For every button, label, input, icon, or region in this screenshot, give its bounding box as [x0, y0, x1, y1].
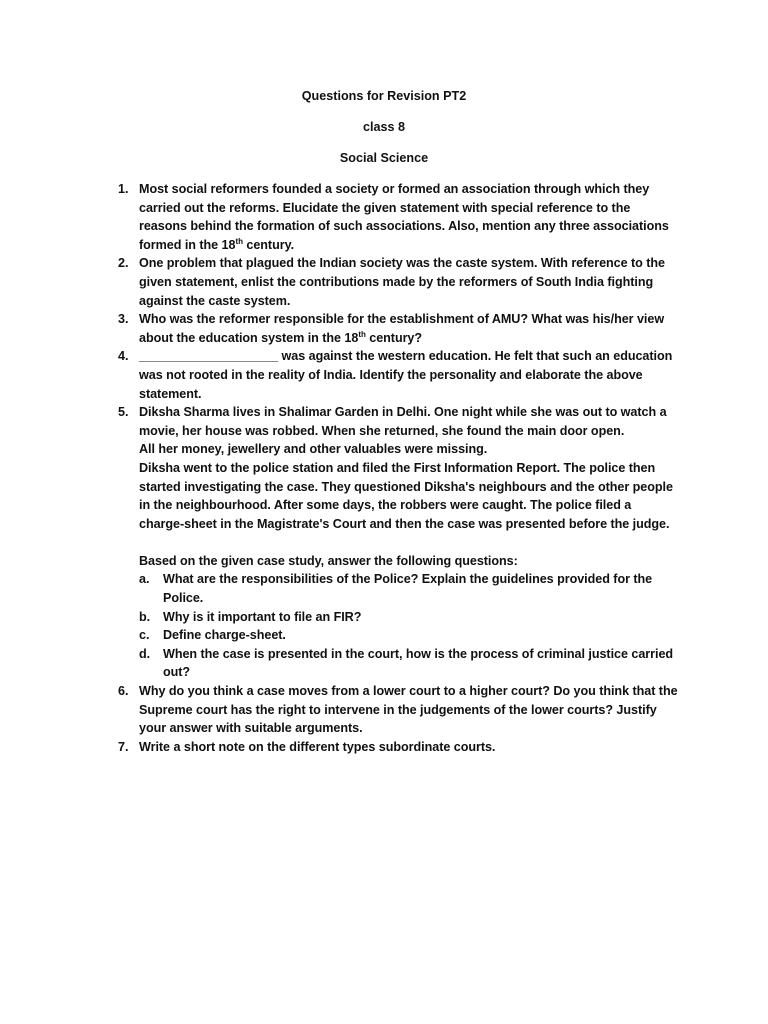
case-study-paragraph-2: All her money, jewellery and other valuables were missing.	[139, 442, 488, 457]
blank-line	[139, 533, 678, 552]
sub-question-letter: c.	[139, 628, 150, 643]
sub-question-text: Define charge-sheet.	[163, 628, 286, 643]
question-text: Write a short note on the different types subordinate courts.	[139, 739, 496, 754]
question-text: Who was the reformer responsible for the establishment of AMU? What was his/her view about the education system in the 18th century?	[139, 312, 665, 345]
question-number: 5.	[118, 405, 129, 420]
sub-question-a	[139, 570, 678, 607]
question-3	[118, 310, 678, 347]
question-text: One problem that plagued the Indian society was the caste system. With reference to the given statement, enlist the contributions made by the reformers of South India fighting against the caste system.	[139, 256, 666, 308]
question-text: Why do you think a case moves from a lower court to a higher court? Do you think that the Supreme court has the right to intervene in the judgements of the lower courts? Justify your answer with suitable arguments.	[139, 684, 678, 736]
case-study-prompt: Based on the given case study, answer the following questions:	[139, 553, 518, 568]
question-2	[118, 254, 678, 310]
sub-question-text: What are the responsibilities of the Police? Explain the guidelines provided for the Police.	[163, 572, 653, 606]
sub-question-text: Why is it important to file an FIR?	[163, 609, 362, 624]
question-list	[118, 180, 678, 756]
sub-question-letter: b.	[139, 609, 151, 624]
question-4	[118, 347, 678, 403]
question-number: 4.	[118, 349, 129, 364]
question-text: Most social reformers founded a society or formed an association through which they carried out the reforms. Elucidate the given statement with special reference to the reasons behind the formation of such associations. Also, mention any three associations formed in the 18th century.	[139, 182, 669, 252]
sub-question-text: When the case is presented in the court, how is the process of criminal justice carried out?	[163, 646, 674, 680]
case-study-paragraph-1: Diksha Sharma lives in Shalimar Garden in Delhi. One night while she was out to watch a movie, her house was robbed. When she returned, she found the main door open.	[139, 405, 667, 438]
superscript: th	[358, 329, 366, 339]
case-study-paragraph-3: Diksha went to the police station and filed the First Information Report. The police then started investigating the case. They questioned Diksha's neighbours and the other people in the neighbourhood. After some days, the robbers were caught. The police filed a charge-sheet in the Magistrate's Court and then the case was presented before the judge.	[139, 460, 673, 531]
question-text: ____________________ was against the western education. He felt that such an education was not rooted in the reality of India. Identify the personality and elaborate the above statement.	[139, 349, 673, 401]
sub-question-letter: d.	[139, 646, 151, 661]
sub-question-letter: a.	[139, 572, 150, 587]
sub-question-b	[139, 608, 678, 627]
document-title: Questions for Revision PT2	[301, 89, 467, 103]
sub-question-d	[139, 645, 678, 682]
question-number: 7.	[118, 739, 129, 754]
question-number: 3.	[118, 312, 129, 327]
question-number: 1.	[118, 182, 129, 196]
question-7	[118, 738, 678, 757]
question-1	[118, 180, 678, 254]
question-6	[118, 682, 678, 738]
question-number: 2.	[118, 256, 129, 271]
question-5	[118, 403, 678, 682]
subject-heading: Social Science	[339, 151, 429, 165]
class-heading: class 8	[362, 120, 406, 134]
sub-question-c	[139, 626, 678, 645]
question-number: 6.	[118, 684, 129, 699]
superscript: th	[235, 236, 243, 246]
